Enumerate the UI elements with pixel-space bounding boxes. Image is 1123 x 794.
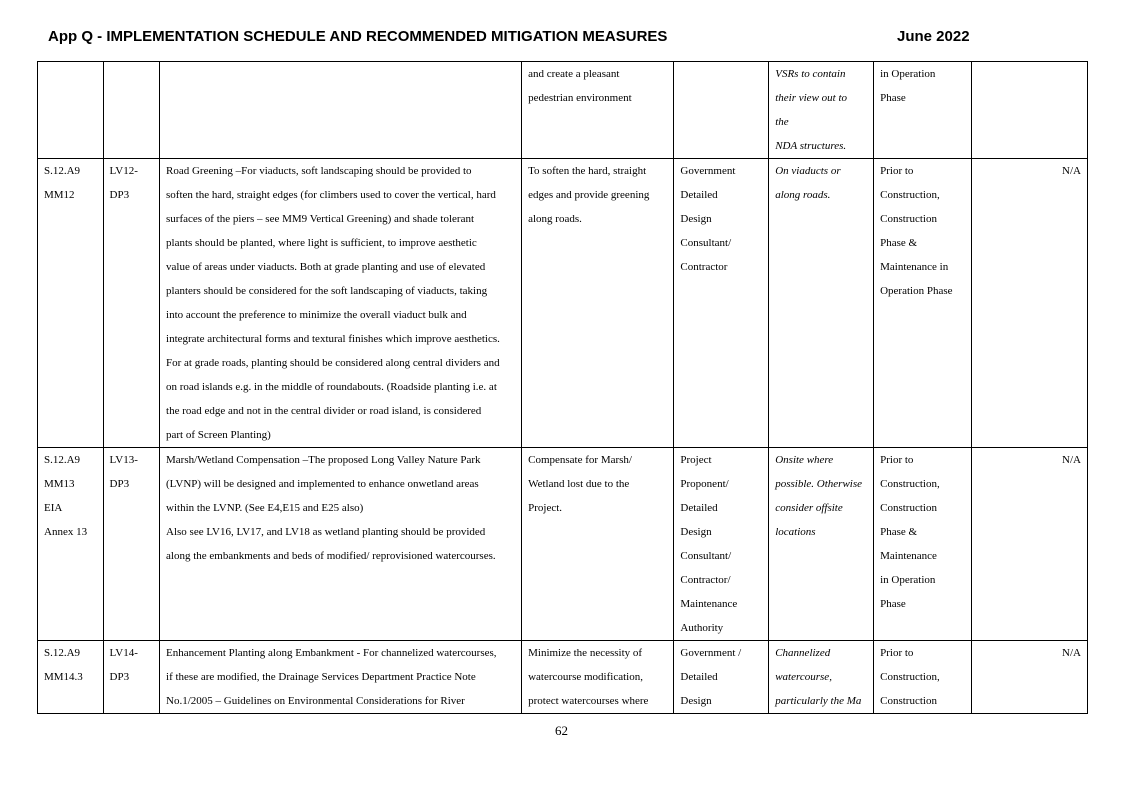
cell-line: Authority <box>680 622 724 634</box>
cell-line: Compensate for Marsh/ <box>528 454 632 466</box>
mitigation-measure-cell <box>160 62 522 159</box>
cell-line: MM14.3 <box>44 671 83 683</box>
ref-cell <box>38 641 104 714</box>
cell-line: Annex 13 <box>44 526 88 538</box>
cell-line: Construction <box>880 213 937 225</box>
cell-line: LV12- <box>109 165 138 177</box>
cell-line: surfaces of the piers – see MM9 Vertical Greening) and shade tolerant <box>166 213 475 225</box>
requirement-cell <box>971 159 1087 448</box>
cell-line: Maintenance <box>680 598 738 610</box>
cell-line: along roads. <box>528 213 582 225</box>
measure-id-cell <box>103 641 159 714</box>
cell-line: Operation Phase <box>880 285 953 297</box>
cell-line: Consultant/ <box>680 550 732 562</box>
measure-id-cell <box>103 159 159 448</box>
cell-line: Wetland lost due to the <box>528 478 630 490</box>
cell-line: S.12.A9 <box>44 454 81 466</box>
cell-line: in Operation <box>880 68 936 80</box>
cell-line: Design <box>680 526 712 538</box>
requirement-cell <box>971 62 1087 159</box>
cell-line: soften the hard, straight edges (for climbers used to cover the vertical, hard <box>166 189 496 201</box>
cell-line: N/A <box>1062 647 1081 659</box>
table-row <box>38 159 1088 448</box>
table-row <box>38 62 1088 159</box>
cell-line: To soften the hard, straight <box>528 165 647 177</box>
cell-line: Also see LV16, LV17, and LV18 as wetland planting should be provided <box>166 526 486 538</box>
mitigation-measure-cell <box>160 448 522 641</box>
cell-line: Construction, <box>880 478 940 490</box>
cell-line: if these are modified, the Drainage Services Department Practice Note <box>166 671 476 683</box>
cell-line: Government / <box>680 647 742 659</box>
table-row <box>38 448 1088 641</box>
timing-cell <box>874 62 972 159</box>
cell-line: Detailed <box>680 671 718 683</box>
cell-line: and create a pleasant <box>528 68 620 80</box>
cell-line: Maintenance in <box>880 261 949 273</box>
objective-cell <box>522 62 674 159</box>
cell-line: pedestrian environment <box>528 92 632 104</box>
cell-line: N/A <box>1062 165 1081 177</box>
cell-line: particularly the Ma <box>775 695 862 707</box>
cell-line: Detailed <box>680 189 718 201</box>
cell-line: Channelized <box>775 647 831 659</box>
cell-line: LV13- <box>109 454 138 466</box>
cell-line: watercourse, <box>775 671 832 683</box>
location-cell <box>769 62 874 159</box>
cell-line: within the LVNP. (See E4,E15 and E25 also) <box>166 502 364 514</box>
cell-line: Construction, <box>880 189 940 201</box>
cell-line: into account the preference to minimize the overall viaduct bulk and <box>166 309 467 321</box>
document-title: App Q - IMPLEMENTATION SCHEDULE AND RECOMMENDED MITIGATION MEASURES <box>48 28 668 45</box>
cell-line: S.12.A9 <box>44 647 81 659</box>
cell-line: along roads. <box>775 189 831 201</box>
cell-line: S.12.A9 <box>44 165 81 177</box>
cell-line: Design <box>680 695 712 707</box>
cell-line: value of areas under viaducts. Both at grade planting and use of elevated <box>166 261 486 273</box>
cell-line: Phase <box>880 92 906 104</box>
cell-line: Prior to <box>880 647 914 659</box>
cell-line: Prior to <box>880 165 914 177</box>
cell-line: edges and provide greening <box>528 189 650 201</box>
table-body <box>38 62 1088 714</box>
cell-line: along the embankments and beds of modified/ reprovisioned watercourses. <box>166 550 496 562</box>
table-row <box>38 641 1088 714</box>
cell-line: NDA structures. <box>775 140 847 152</box>
cell-line: (LVNP) will be designed and implemented to enhance onwetland areas <box>166 478 479 490</box>
implementation-agent-cell <box>674 641 769 714</box>
cell-line: Consultant/ <box>680 237 732 249</box>
cell-line: planters should be considered for the soft landscaping of viaducts, taking <box>166 285 488 297</box>
document-date: June 2022 <box>897 28 970 45</box>
cell-line: their view out to <box>775 92 848 104</box>
cell-line: For at grade roads, planting should be considered along central dividers and <box>166 357 500 369</box>
objective-cell <box>522 159 674 448</box>
cell-line: consider offsite <box>775 502 843 514</box>
cell-line: the <box>775 116 789 128</box>
ref-cell <box>38 159 104 448</box>
cell-line: DP3 <box>109 478 130 490</box>
ref-cell <box>38 62 104 159</box>
cell-line: Proponent/ <box>680 478 729 490</box>
cell-line: Enhancement Planting along Embankment - For channelized watercourses, <box>166 647 497 659</box>
cell-line: EIA <box>44 502 63 514</box>
cell-line: DP3 <box>109 671 130 683</box>
cell-line: DP3 <box>109 189 130 201</box>
cell-line: plants should be planted, where light is sufficient, to improve aesthetic <box>166 237 477 249</box>
mitigation-measure-cell <box>160 159 522 448</box>
timing-cell <box>874 159 972 448</box>
cell-line: watercourse modification, <box>528 671 643 683</box>
cell-line: LV14- <box>109 647 138 659</box>
cell-line: Contractor <box>680 261 728 273</box>
measure-id-cell <box>103 448 159 641</box>
cell-line: Road Greening –For viaducts, soft landscaping should be provided to <box>166 165 472 177</box>
mitigation-schedule-table <box>37 61 1088 714</box>
cell-line: locations <box>775 526 816 538</box>
cell-line: in Operation <box>880 574 936 586</box>
objective-cell <box>522 641 674 714</box>
cell-line: Project. <box>528 502 563 514</box>
implementation-agent-cell <box>674 448 769 641</box>
cell-line: MM13 <box>44 478 75 490</box>
cell-line: Minimize the necessity of <box>528 647 643 659</box>
cell-line: Maintenance <box>880 550 937 562</box>
cell-line: Phase <box>880 598 906 610</box>
cell-line: Onsite where <box>775 454 834 466</box>
cell-line: Design <box>680 213 712 225</box>
cell-line: part of Screen Planting) <box>166 429 271 441</box>
measure-id-cell <box>103 62 159 159</box>
cell-line: Construction, <box>880 671 940 683</box>
timing-cell <box>874 448 972 641</box>
cell-line: MM12 <box>44 189 75 201</box>
cell-line: Prior to <box>880 454 914 466</box>
cell-line: No.1/2005 – Guidelines on Environmental Considerations for River <box>166 695 465 707</box>
timing-cell <box>874 641 972 714</box>
requirement-cell <box>971 448 1087 641</box>
location-cell <box>769 448 874 641</box>
implementation-agent-cell <box>674 62 769 159</box>
cell-line: Phase & <box>880 526 918 538</box>
cell-line: protect watercourses where <box>528 695 649 707</box>
cell-line: the road edge and not in the central divider or road island, is considered <box>166 405 482 417</box>
cell-line: possible. Otherwise <box>775 478 862 490</box>
cell-line: N/A <box>1062 454 1081 466</box>
implementation-agent-cell <box>674 159 769 448</box>
cell-line: Construction <box>880 695 937 707</box>
page-number: 62 <box>555 723 568 738</box>
cell-line: on road islands e.g. in the middle of roundabouts. (Roadside planting i.e. at <box>166 381 497 393</box>
cell-line: Government <box>680 165 736 177</box>
mitigation-measure-cell <box>160 641 522 714</box>
cell-line: VSRs to contain <box>775 68 846 80</box>
cell-line: Marsh/Wetland Compensation –The proposed Long Valley Nature Park <box>166 454 481 466</box>
location-cell <box>769 641 874 714</box>
cell-line: Construction <box>880 502 937 514</box>
objective-cell <box>522 448 674 641</box>
ref-cell <box>38 448 104 641</box>
cell-line: Project <box>680 454 712 466</box>
location-cell <box>769 159 874 448</box>
cell-line: Contractor/ <box>680 574 731 586</box>
cell-line: On viaducts or <box>775 165 841 177</box>
cell-line: integrate architectural forms and textural finishes which improve aesthetics. <box>166 333 500 345</box>
cell-line: Phase & <box>880 237 918 249</box>
requirement-cell <box>971 641 1087 714</box>
cell-line: Detailed <box>680 502 718 514</box>
